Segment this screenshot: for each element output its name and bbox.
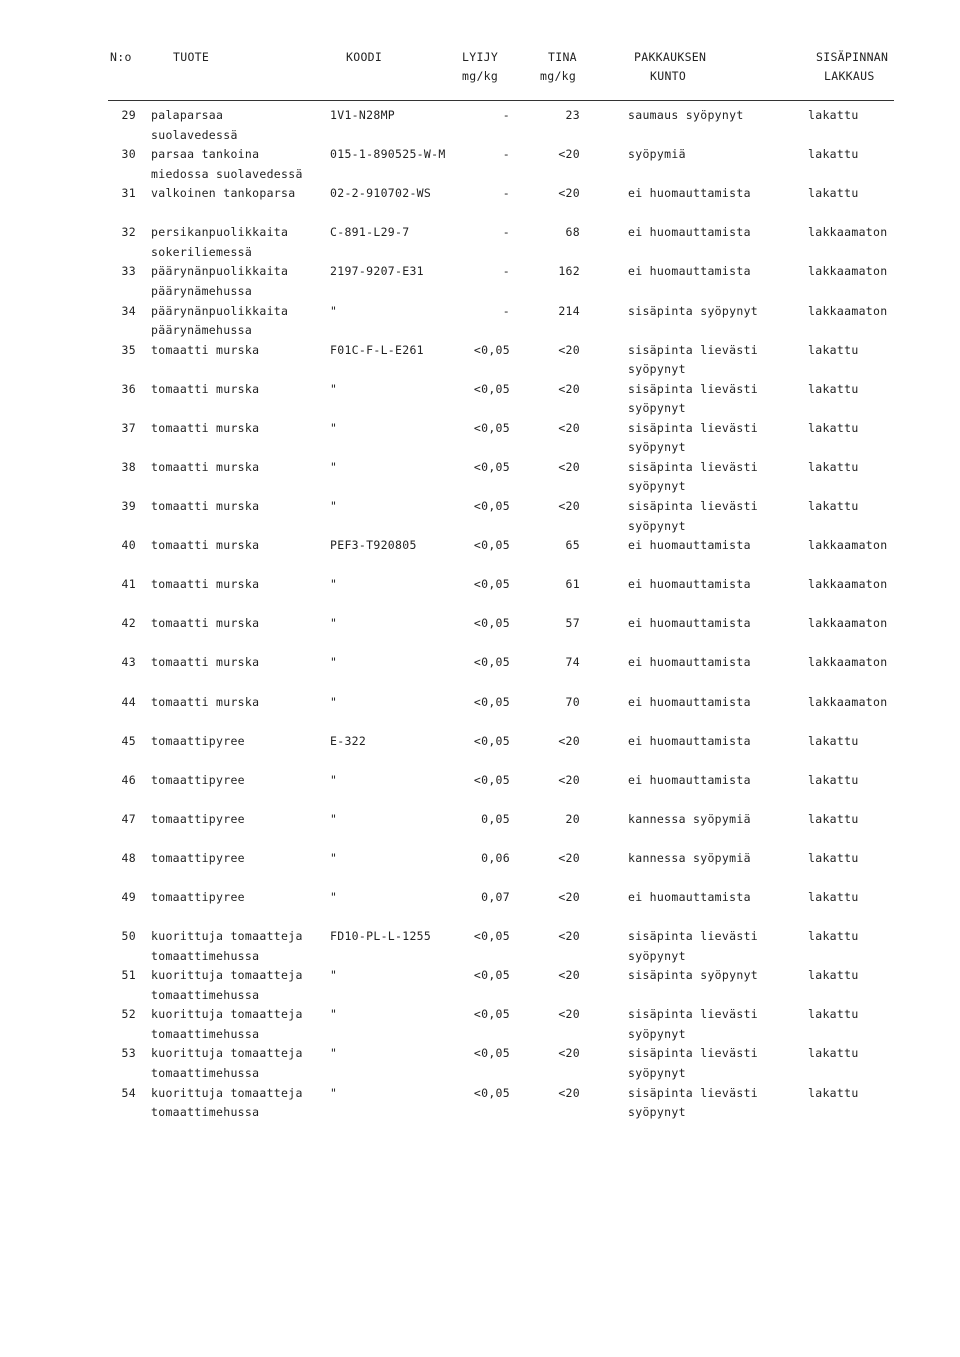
coating-status: lakattu <box>808 499 859 513</box>
product-name: tomaatti murska <box>151 694 260 709</box>
header-pakkaus: PAKKAUKSEN <box>634 50 707 64</box>
product-name: tomaatti murska <box>151 459 260 474</box>
lead-value: <0,05 <box>473 1085 510 1100</box>
row-number: 40 <box>121 538 136 553</box>
row-number: 34 <box>121 303 136 318</box>
tin-value: <20 <box>558 772 580 787</box>
row-number: 42 <box>121 616 136 631</box>
product-name: päärynänpuolikkaita <box>151 264 289 279</box>
lead-value: <0,05 <box>473 459 510 474</box>
lead-value: <0,05 <box>473 968 510 983</box>
product-name: päärynämehussa <box>151 323 253 337</box>
tin-value: <20 <box>558 147 580 162</box>
lead-value: - <box>502 264 510 279</box>
product-code: " <box>330 968 338 983</box>
header-tina-unit: mg/kg <box>540 69 577 83</box>
package-condition: syöpymiä <box>628 147 686 162</box>
product-name: kuorittuja tomaatteja <box>151 968 303 983</box>
lead-value: <0,05 <box>473 929 510 944</box>
product-name: valkoinen tankoparsa <box>151 186 296 201</box>
coating-status: lakattu <box>808 968 859 983</box>
product-name: sokeriliemessä <box>151 244 253 259</box>
tin-value: 23 <box>565 108 580 122</box>
tin-value: <20 <box>558 499 580 513</box>
product-code: " <box>330 577 338 592</box>
coating-status: lakkaamaton <box>808 303 888 318</box>
coating-status: lakkaamaton <box>808 577 888 592</box>
tin-value: 20 <box>565 811 580 826</box>
coating-status: lakattu <box>808 1085 859 1100</box>
product-code: " <box>330 811 338 826</box>
row-number: 50 <box>121 929 136 944</box>
lead-value: - <box>502 147 510 162</box>
product-name: kuorittuja tomaatteja <box>151 1046 303 1061</box>
package-condition: ei huomauttamista <box>628 733 751 748</box>
tin-value: <20 <box>558 1007 580 1022</box>
product-name: miedossa suolavedessä <box>151 166 303 181</box>
tin-value: <20 <box>558 1085 580 1100</box>
product-code: C-891-L29-7 <box>330 225 410 240</box>
product-name: tomaattimehussa <box>151 948 260 963</box>
tin-value: 74 <box>565 655 580 670</box>
lead-value: <0,05 <box>473 499 510 513</box>
header-pakkaus-sub: KUNTO <box>650 69 687 83</box>
tin-value: <20 <box>558 381 580 396</box>
lead-value: <0,05 <box>473 538 510 553</box>
product-name: tomaatti murska <box>151 577 260 592</box>
product-code: " <box>330 420 338 435</box>
header-lakkaus: SISÄPINNAN <box>816 50 889 64</box>
header-no: N:o <box>110 50 132 64</box>
lead-value: <0,05 <box>473 1046 510 1061</box>
package-condition: saumaus syöpynyt <box>628 108 744 122</box>
coating-status: lakattu <box>808 1046 859 1061</box>
package-condition: ei huomauttamista <box>628 538 751 553</box>
header-tuote: TUOTE <box>173 50 210 64</box>
coating-status: lakattu <box>808 108 859 122</box>
header-tina: TINA <box>548 50 577 64</box>
product-code: 1V1-N28MP <box>330 108 396 122</box>
package-condition: sisäpinta lievästi <box>628 420 759 435</box>
row-number: 35 <box>121 342 136 357</box>
package-condition: ei huomauttamista <box>628 655 751 670</box>
product-code: " <box>330 850 338 865</box>
coating-status: lakattu <box>808 459 859 474</box>
row-number: 47 <box>121 811 136 826</box>
lead-value: 0,05 <box>481 811 510 826</box>
product-code: " <box>330 694 338 709</box>
product-code: PEF3-T920805 <box>330 538 417 553</box>
header-lakkaus-sub: LAKKAUS <box>824 69 875 83</box>
coating-status: lakattu <box>808 929 859 944</box>
product-code: 2197-9207-E31 <box>330 264 424 279</box>
product-code: " <box>330 616 338 631</box>
coating-status: lakkaamaton <box>808 655 888 670</box>
lead-value: <0,05 <box>473 381 510 396</box>
product-name: kuorittuja tomaatteja <box>151 1085 303 1100</box>
package-condition: sisäpinta lievästi <box>628 1007 759 1022</box>
product-code: " <box>330 1007 338 1022</box>
coating-status: lakattu <box>808 811 859 826</box>
product-code: 015-1-890525-W-M <box>330 147 446 162</box>
coating-status: lakattu <box>808 733 859 748</box>
coating-status: lakattu <box>808 850 859 865</box>
product-name: tomaatti murska <box>151 616 260 631</box>
product-name: tomaatti murska <box>151 420 260 435</box>
product-name: palaparsaa <box>151 108 224 122</box>
package-condition: sisäpinta lievästi <box>628 929 759 944</box>
lead-value: <0,05 <box>473 694 510 709</box>
lead-value: 0,06 <box>481 850 510 865</box>
package-condition: ei huomauttamista <box>628 772 751 787</box>
product-name: kuorittuja tomaatteja <box>151 1007 303 1022</box>
lead-value: 0,07 <box>481 890 510 904</box>
package-condition: ei huomauttamista <box>628 694 751 709</box>
lead-value: <0,05 <box>473 420 510 435</box>
product-code: FD10-PL-L-1255 <box>330 929 432 944</box>
product-name: tomaatti murska <box>151 342 260 357</box>
package-condition: sisäpinta lievästi <box>628 459 759 474</box>
row-number: 52 <box>121 1007 136 1022</box>
coating-status: lakattu <box>808 890 859 904</box>
coating-status: lakattu <box>808 186 859 201</box>
tin-value: <20 <box>558 1046 580 1061</box>
row-number: 43 <box>121 655 136 670</box>
lead-value: - <box>502 186 510 201</box>
coating-status: lakattu <box>808 772 859 787</box>
package-condition: syöpynyt <box>628 401 686 416</box>
package-condition: sisäpinta lievästi <box>628 1085 759 1100</box>
tin-value: 68 <box>565 225 580 240</box>
tin-value: <20 <box>558 420 580 435</box>
row-number: 45 <box>121 733 136 748</box>
product-name: tomaattimehussa <box>151 987 260 1002</box>
product-name: päärynänpuolikkaita <box>151 303 289 318</box>
package-condition: sisäpinta lievästi <box>628 342 759 357</box>
tin-value: 65 <box>565 538 580 553</box>
coating-status: lakkaamaton <box>808 225 888 240</box>
row-number: 31 <box>121 186 136 201</box>
lead-value: - <box>502 303 510 318</box>
package-condition: ei huomauttamista <box>628 264 751 279</box>
product-code: " <box>330 459 338 474</box>
package-condition: syöpynyt <box>628 1105 686 1119</box>
coating-status: lakkaamaton <box>808 264 888 279</box>
header-lyijy: LYIJY <box>462 50 499 64</box>
tin-value: 214 <box>558 303 580 318</box>
lead-value: <0,05 <box>473 772 510 787</box>
product-code: " <box>330 890 338 904</box>
product-name: tomaattimehussa <box>151 1026 260 1041</box>
tin-value: 57 <box>565 616 580 631</box>
product-code: " <box>330 655 338 670</box>
tin-value: 162 <box>558 264 580 279</box>
product-name: suolavedessä <box>151 127 238 142</box>
lead-value: <0,05 <box>473 616 510 631</box>
row-number: 49 <box>121 890 136 904</box>
row-number: 30 <box>121 147 136 162</box>
row-number: 46 <box>121 772 136 787</box>
package-condition: sisäpinta syöpynyt <box>628 968 759 983</box>
package-condition: syöpynyt <box>628 518 686 533</box>
package-condition: kannessa syöpymiä <box>628 811 751 826</box>
coating-status: lakkaamaton <box>808 616 888 631</box>
product-name: tomaatti murska <box>151 655 260 670</box>
product-code: " <box>330 1046 338 1061</box>
header-divider <box>108 100 894 101</box>
package-condition: kannessa syöpymiä <box>628 850 751 865</box>
lead-value: <0,05 <box>473 733 510 748</box>
row-number: 39 <box>121 499 136 513</box>
product-name: persikanpuolikkaita <box>151 225 289 240</box>
product-name: tomaattipyree <box>151 850 245 865</box>
lead-value: <0,05 <box>473 655 510 670</box>
row-number: 29 <box>121 108 136 122</box>
product-name: tomaattipyree <box>151 733 245 748</box>
coating-status: lakkaamaton <box>808 538 888 553</box>
product-name: tomaatti murska <box>151 499 260 513</box>
product-name: päärynämehussa <box>151 283 253 298</box>
product-code: " <box>330 1085 338 1100</box>
coating-status: lakattu <box>808 342 859 357</box>
product-name: tomaattipyree <box>151 890 245 904</box>
product-name: parsaa tankoina <box>151 147 260 162</box>
tin-value: <20 <box>558 890 580 904</box>
product-code: F01C-F-L-E261 <box>330 342 424 357</box>
lead-value: - <box>502 225 510 240</box>
product-name: tomaattimehussa <box>151 1065 260 1080</box>
row-number: 54 <box>121 1085 136 1100</box>
package-condition: syöpynyt <box>628 440 686 455</box>
package-condition: ei huomauttamista <box>628 577 751 592</box>
lead-value: <0,05 <box>473 577 510 592</box>
package-condition: syöpynyt <box>628 1065 686 1080</box>
tin-value: <20 <box>558 459 580 474</box>
package-condition: sisäpinta lievästi <box>628 381 759 396</box>
row-number: 32 <box>121 225 136 240</box>
tin-value: <20 <box>558 733 580 748</box>
coating-status: lakattu <box>808 1007 859 1022</box>
package-condition: sisäpinta syöpynyt <box>628 303 759 318</box>
row-number: 51 <box>121 968 136 983</box>
package-condition: sisäpinta lievästi <box>628 499 759 513</box>
product-name: tomaattipyree <box>151 772 245 787</box>
package-condition: syöpynyt <box>628 948 686 963</box>
product-name: tomaattipyree <box>151 811 245 826</box>
coating-status: lakattu <box>808 420 859 435</box>
coating-status: lakattu <box>808 381 859 396</box>
package-condition: ei huomauttamista <box>628 225 751 240</box>
package-condition: syöpynyt <box>628 1026 686 1041</box>
lead-value: <0,05 <box>473 1007 510 1022</box>
product-code: " <box>330 499 338 513</box>
package-condition: ei huomauttamista <box>628 616 751 631</box>
header-lyijy-unit: mg/kg <box>462 69 499 83</box>
header-koodi: KOODI <box>346 50 383 64</box>
row-number: 48 <box>121 850 136 865</box>
coating-status: lakkaamaton <box>808 694 888 709</box>
row-number: 53 <box>121 1046 136 1061</box>
product-code: E-322 <box>330 733 367 748</box>
coating-status: lakattu <box>808 147 859 162</box>
row-number: 41 <box>121 577 136 592</box>
row-number: 44 <box>121 694 136 709</box>
row-number: 33 <box>121 264 136 279</box>
tin-value: <20 <box>558 186 580 201</box>
tin-value: 70 <box>565 694 580 709</box>
product-name: tomaatti murska <box>151 538 260 553</box>
product-code: 02-2-910702-WS <box>330 186 432 201</box>
package-condition: ei huomauttamista <box>628 186 751 201</box>
row-number: 36 <box>121 381 136 396</box>
product-code: " <box>330 381 338 396</box>
product-name: kuorittuja tomaatteja <box>151 929 303 944</box>
package-condition: sisäpinta lievästi <box>628 1046 759 1061</box>
package-condition: syöpynyt <box>628 479 686 494</box>
product-code: " <box>330 303 338 318</box>
lead-value: <0,05 <box>473 342 510 357</box>
lead-value: - <box>502 108 510 122</box>
tin-value: <20 <box>558 968 580 983</box>
tin-value: <20 <box>558 929 580 944</box>
tin-value: <20 <box>558 850 580 865</box>
tin-value: 61 <box>565 577 580 592</box>
tin-value: <20 <box>558 342 580 357</box>
package-condition: ei huomauttamista <box>628 890 751 904</box>
product-name: tomaatti murska <box>151 381 260 396</box>
product-name: tomaattimehussa <box>151 1105 260 1119</box>
package-condition: syöpynyt <box>628 362 686 377</box>
row-number: 38 <box>121 459 136 474</box>
row-number: 37 <box>121 420 136 435</box>
product-code: " <box>330 772 338 787</box>
